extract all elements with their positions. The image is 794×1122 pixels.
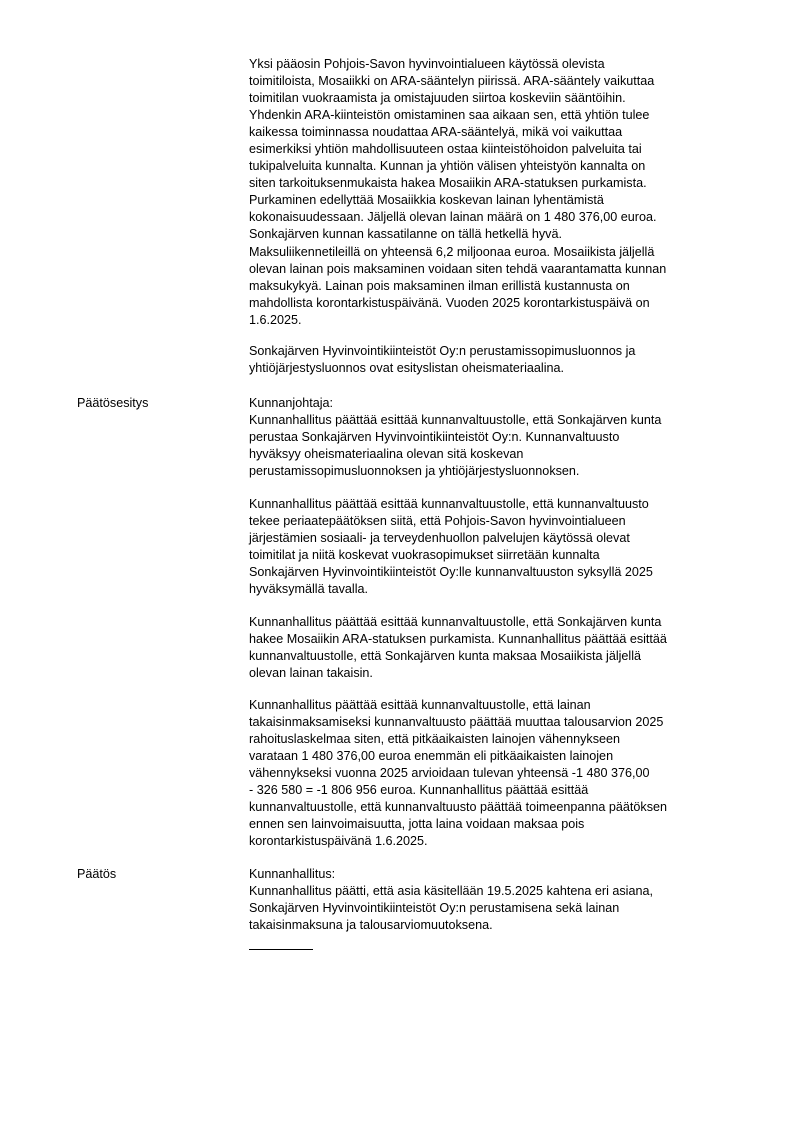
proposal-label: Päätösesitys	[77, 396, 149, 410]
text-line: takaisinmaksuna ja talousarviomuutoksena.	[249, 918, 493, 933]
text-line: toimitilat ja niitä koskevat vuokrasopimukset siirretään kunnalta	[249, 548, 600, 563]
text-line: järjestämien sosiaali- ja terveydenhuollon palvelujen käytössä olevat	[249, 531, 630, 546]
proposal-paragraph-3	[249, 614, 749, 682]
text-line: Kunnanhallitus päättää esittää kunnanvaltuustolle, että kunnanvaltuusto	[249, 497, 649, 511]
decision-body-name: Kunnanhallitus:	[249, 867, 336, 881]
text-line: Kunnanhallitus päättää esittää kunnanvaltuustolle, että Sonkajärven kunta	[249, 615, 662, 629]
text-line: hyväksyy oheismateriaalina olevan sitä koskevan	[249, 447, 524, 462]
decision-paragraph	[249, 866, 749, 934]
text-line: tukipalveluita kunnalta. Kunnan ja yhtiön välisen yhteistyön kannalta on	[249, 159, 646, 174]
text-line: perustamissopimusluonnoksen ja yhtiöjärjestysluonnoksen.	[249, 464, 580, 479]
text-line: olevan lainan pois maksaminen voidaan siten tehdä vaarantamatta kunnan	[249, 261, 667, 276]
text-line: Kunnanhallitus päättää esittää kunnanvaltuustolle, että Sonkajärven kunta	[249, 413, 662, 428]
text-line: kaikessa toiminnassa noudattaa ARA-sääntelyä, mikä voi vaikuttaa	[249, 125, 623, 140]
text-line: Sonkajärven Hyvinvointikiinteistöt Oy:n perustamisena sekä lainan	[249, 901, 620, 916]
text-line: hakee Mosaiikin ARA-statuksen purkamista. Kunnanhallitus päättää esittää	[249, 632, 667, 647]
text-line: yhtiöjärjestysluonnos ovat esityslistan oheismateriaalina.	[249, 361, 565, 376]
proposal-paragraph-4	[249, 697, 749, 850]
text-line: korontarkistuspäivänä 1.6.2025.	[249, 834, 428, 849]
text-line: toimitilan vuokraamista ja omistajuuden siirtoa koskeviin sääntöihin.	[249, 91, 626, 106]
proposal-paragraph-2	[249, 496, 749, 598]
proposal-paragraph-1	[249, 395, 749, 480]
text-line: varataan 1 480 376,00 euroa enemmän eli pitkäaikaisten lainojen	[249, 749, 614, 764]
end-rule	[249, 949, 313, 950]
text-line: Kunnanhallitus päättää esittää kunnanvaltuustolle, että lainan	[249, 698, 591, 712]
text-line: Yksi pääosin Pohjois-Savon hyvinvointialueen käytössä olevista	[249, 57, 605, 71]
text-line: ennen sen lainvoimaisuutta, jotta laina voidaan maksaa pois	[249, 817, 585, 832]
text-line: Sonkajärven Hyvinvointikiinteistöt Oy:n perustamissopimusluonnos ja	[249, 344, 636, 358]
text-line: kunnanvaltuustolle, että Sonkajärven kunta maksaa Mosaiikista jäljellä	[249, 649, 642, 664]
text-line: mahdollista korontarkistuspäivänä. Vuoden 2025 korontarkistuspäivä on	[249, 295, 650, 310]
text-line: siten tarkoituksenmukaista hakea Mosaiikin ARA-statuksen purkamista.	[249, 176, 647, 191]
text-line: Maksuliikennetileillä on yhteensä 6,2 miljoonaa euroa. Mosaiikista jäljellä	[249, 244, 655, 259]
text-line: vähennykseksi vuonna 2025 arvioidaan tulevan yhteensä -1 480 376,00	[249, 766, 650, 781]
text-line: esimerkiksi yhtiön mahdollisuuteen ostaa kiinteistöhoidon palveluita tai	[249, 142, 642, 157]
text-line: maksukykyä. Lainan pois maksaminen ilman erillistä kustannusta on	[249, 278, 630, 293]
text-line: Yhdenkin ARA-kiinteistön omistaminen saa aikaan sen, että yhtiön tulee	[249, 108, 650, 123]
text-line: Kunnanhallitus päätti, että asia käsitellään 19.5.2025 kahtena eri asiana,	[249, 884, 653, 899]
proposal-presenter: Kunnanjohtaja:	[249, 396, 334, 410]
text-line: tekee periaatepäätöksen siitä, että Pohjois-Savon hyvinvointialueen	[249, 514, 626, 529]
text-line: kunnanvaltuustolle, että kunnanvaltuusto päättää toimeenpanna päätöksen	[249, 800, 668, 815]
text-line: rahoituslaskelmaa siten, että pitkäaikaisten lainojen vähennykseen	[249, 732, 621, 747]
text-line: kokonaisuudessaan. Jäljellä olevan lainan määrä on 1 480 376,00 euroa.	[249, 210, 657, 225]
text-line: Sonkajärven kunnan kassatilanne on tällä hetkellä hyvä.	[249, 227, 562, 242]
decision-label: Päätös	[77, 867, 117, 881]
intro-paragraph-2	[249, 343, 749, 377]
text-line: perustaa Sonkajärven Hyvinvointikiinteistöt Oy:n. Kunnanvaltuusto	[249, 430, 620, 445]
text-line: olevan lainan takaisin.	[249, 666, 373, 681]
text-line: hyväksymällä tavalla.	[249, 582, 368, 597]
text-line: toimitiloista, Mosaiikki on ARA-sääntelyn piirissä. ARA-sääntely vaikuttaa	[249, 74, 655, 89]
text-line: 1.6.2025.	[249, 312, 302, 327]
text-line: Sonkajärven Hyvinvointikiinteistöt Oy:lle kunnanvaltuuston syksyllä 2025	[249, 565, 653, 580]
text-line: - 326 580 = -1 806 956 euroa. Kunnanhallitus päättää esittää	[249, 783, 589, 798]
text-line: takaisinmaksamiseksi kunnanvaltuusto päättää muuttaa talousarvion 2025	[249, 715, 664, 730]
text-line: Purkaminen edellyttää Mosaiikkia koskevan lainan lyhentämistä	[249, 193, 604, 208]
intro-paragraph-1	[249, 56, 749, 329]
